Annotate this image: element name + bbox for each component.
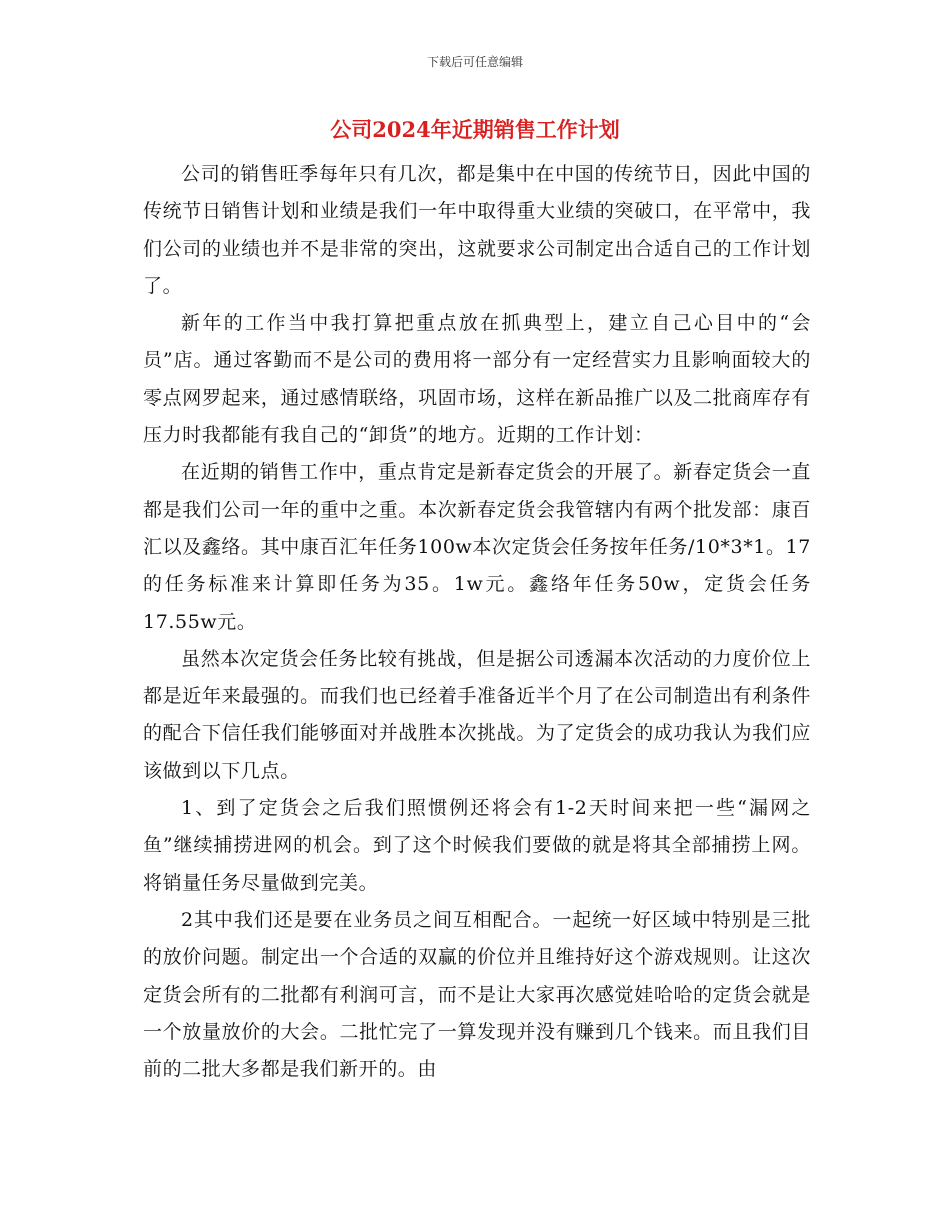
document-body [143, 156, 811, 1088]
paragraph-1: 公司的销售旺季每年只有几次，都是集中在中国的传统节日，因此中国的传统节日销售计划和业绩是我们一年中取得重大业绩的突破口，在平常中，我们公司的业绩也并不是非常的突出，这就要求公司制定出合适自己的工作计划了。 [143, 163, 811, 297]
paragraph-5: 1、到了定货会之后我们照惯例还将会有1-2天时间来把一些“漏网之鱼”继续捕捞进网的机会。到了这个时候我们要做的就是将其全部捕捞上网。将销量任务尽量做到完美。 [143, 797, 811, 894]
paragraph-4: 虽然本次定货会任务比较有挑战，但是据公司透漏本次活动的力度价位上都是近年来最强的。而我们也已经着手准备近半个月了在公司制造出有利条件的配合下信任我们能够面对并战胜本次挑战。为了定货会的成功我认为我们应该做到以下几点。 [143, 647, 811, 782]
paragraph-3: 在近期的销售工作中，重点肯定是新春定货会的开展了。新春定货会一直都是我们公司一年的重中之重。本次新春定货会我管辖内有两个批发部：康百汇以及鑫络。其中康百汇年任务100w本次定货会任务按年任务/10*3*1。17的任务标准来计算即任务为35。1w元。鑫络年任务50w，定货会任务17.55w元。 [143, 461, 811, 633]
paragraph-6: 2其中我们还是要在业务员之间互相配合。一起统一好区域中特别是三批的放价问题。制定出一个合适的双赢的价位并且维持好这个游戏规则。让这次定货会所有的二批都有利润可言，而不是让大家再次感觉娃哈哈的定货会就是一个放量放价的大会。二批忙完了一算发现并没有赚到几个钱来。而且我们目前的二批大多都是我们新开的。由 [143, 908, 811, 1081]
paragraph-2: 新年的工作当中我打算把重点放在抓典型上，建立自己心目中的“会员”店。通过客勤而不是公司的费用将一部分有一定经营实力且影响面较大的零点网罗起来，通过感情联络，巩固市场，这样在新品推广以及二批商库存有压力时我都能有我自己的“卸货”的地方。近期的工作计划： [143, 312, 811, 447]
document-title: 公司2024年近期销售工作计划 [330, 117, 620, 142]
page-header: 下载后可任意编辑 [426, 55, 523, 69]
